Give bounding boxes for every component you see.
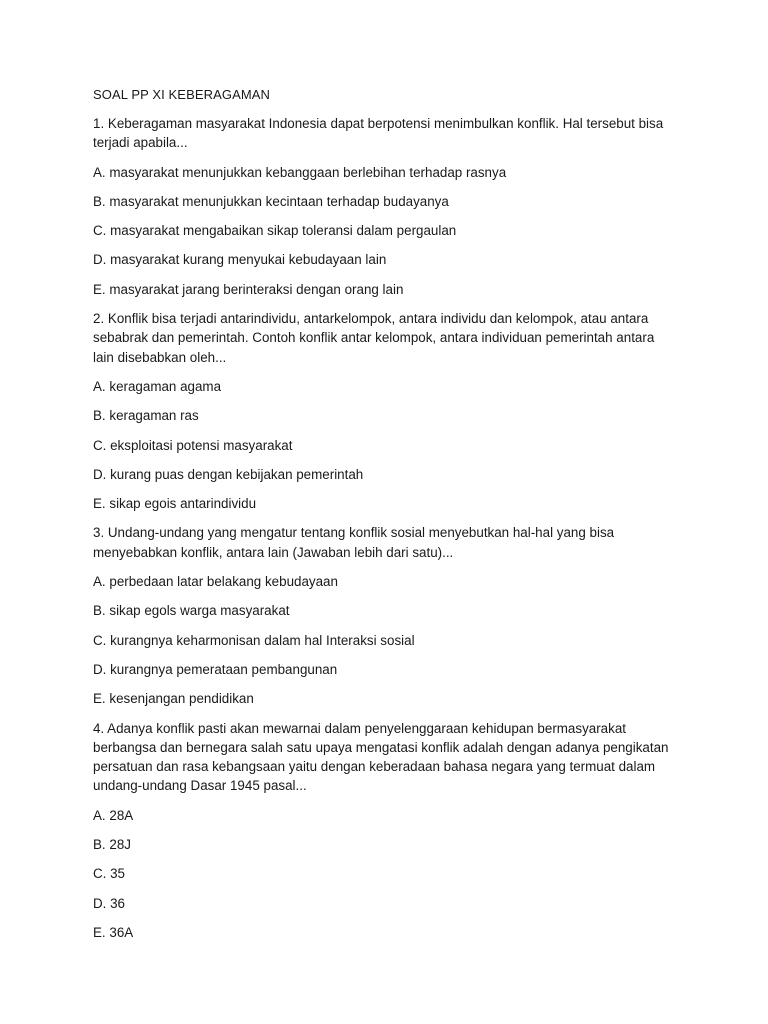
option-b: B. keragaman ras: [93, 408, 199, 424]
question-text: 1. Keberagaman masyarakat Indonesia dapat berpotensi menimbulkan konflik. Hal tersebut bisa terjadi apabila...: [93, 116, 664, 151]
document-page: [93, 85, 673, 952]
question-block-1: [93, 114, 673, 299]
option-e: E. 36A: [93, 924, 134, 940]
question-text: 4. Adanya konflik pasti akan mewarnai dalam penyelenggaraan kehidupan bermasyarakat berbangsa dan bernegara salah satu upaya mengatasi konflik adalah dengan adanya pengikatan persatuan dan rasa kebangsaan yaitu dengan keberadaan bahasa negara yang termuat dalam undang-undang Dasar 1945 pasal...: [93, 720, 669, 794]
option-d: D. kurangnya pemerataan pembangunan: [93, 661, 338, 677]
question-text: 3. Undang-undang yang mengatur tentang konflik sosial menyebutkan hal-hal yang bisa menyebabkan konflik, antara lain (Jawaban lebih dari satu)...: [93, 525, 615, 560]
question-text: 2. Konflik bisa terjadi antarindividu, antarkelompok, antara individu dan kelompok, atau antara sebabrak dan pemerintah. Contoh konflik antar kelompok, antara individuan pemerintah antara lain disebabkan oleh...: [93, 311, 655, 365]
option-d: D. masyarakat kurang menyukai kebudayaan lain: [93, 252, 387, 268]
option-c: C. kurangnya keharmonisan dalam hal Interaksi sosial: [93, 632, 415, 648]
option-d: D. kurang puas dengan kebijakan pemerintah: [93, 466, 364, 482]
option-e: E. kesenjangan pendidikan: [93, 691, 254, 707]
option-e: E. masyarakat jarang berinteraksi dengan orang lain: [93, 281, 404, 297]
option-a: A. perbedaan latar belakang kebudayaan: [93, 574, 338, 590]
document-title: SOAL PP XI KEBERAGAMAN: [93, 87, 271, 102]
option-a: A. masyarakat menunjukkan kebanggaan berlebihan terhadap rasnya: [93, 164, 507, 180]
option-b: B. 28J: [93, 837, 131, 853]
question-block-4: [93, 719, 673, 943]
option-a: A. 28A: [93, 807, 134, 823]
option-d: D. 36: [93, 895, 126, 911]
option-a: A. keragaman agama: [93, 378, 222, 394]
option-e: E. sikap egois antarindividu: [93, 496, 257, 512]
option-c: C. masyarakat mengabaikan sikap toleransi dalam pergaulan: [93, 223, 457, 239]
option-b: B. masyarakat menunjukkan kecintaan terhadap budayanya: [93, 193, 449, 209]
option-b: B. sikap egols warga masyarakat: [93, 603, 290, 619]
question-block-3: [93, 523, 673, 708]
option-c: C. 35: [93, 866, 126, 882]
option-c: C. eksploitasi potensi masyarakat: [93, 437, 293, 453]
question-block-2: [93, 309, 673, 513]
